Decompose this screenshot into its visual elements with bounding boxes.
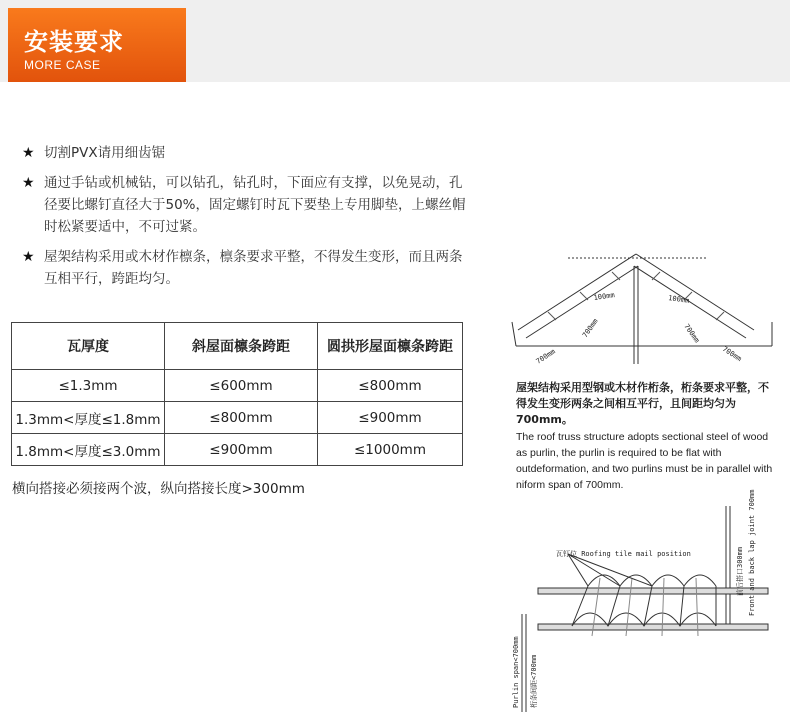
table-row bbox=[12, 370, 463, 402]
star-icon: ★ bbox=[22, 249, 35, 265]
diagram-caption-en: The roof truss structure adopts sectional steel of wood as purlin, the purlin is required to be flat with outdeformation, and two purlins must be in parallel with niform span of 700mm. bbox=[516, 431, 773, 491]
list-item bbox=[22, 142, 472, 164]
diagram-label: 700mm bbox=[581, 317, 600, 340]
star-icon: ★ bbox=[22, 145, 35, 161]
purlin-span-label: Purlin span<700mm bbox=[512, 636, 520, 708]
nail-position-label: 瓦钉位 Roofing tile mail position bbox=[556, 550, 691, 558]
star-icon: ★ bbox=[22, 175, 35, 191]
table-cell: ≤800mm bbox=[165, 402, 318, 434]
header-bar bbox=[0, 0, 790, 82]
table-cell: ≤1.3mm bbox=[12, 370, 165, 402]
table-header: 圆拱形屋面檩条跨距 bbox=[318, 323, 463, 370]
table-cell: 1.8mm<厚度≤3.0mm bbox=[12, 434, 165, 466]
tile-install-diagram bbox=[508, 486, 780, 712]
purlin-span-label-cn: 桁条间距<700mm bbox=[530, 654, 538, 708]
section-title: 安装要求 bbox=[24, 28, 124, 56]
table-cell: ≤800mm bbox=[318, 370, 463, 402]
table-cell: ≤900mm bbox=[318, 402, 463, 434]
section-badge bbox=[8, 8, 186, 82]
table-row bbox=[12, 434, 463, 466]
table-cell: ≤900mm bbox=[165, 434, 318, 466]
diagram-label: 100mm bbox=[593, 291, 616, 302]
overlap-note: 横向搭接必须接两个波，纵向搭接长度>300mm bbox=[12, 481, 305, 497]
lap-joint-label: Front and back lap joint 700mm bbox=[748, 489, 756, 616]
list-item-text: 通过手钻或机械钻，可以钻孔，钻孔时，下面应有支撑，以免晃动，孔径要比螺钉直径大于50%，固定螺钉时瓦下要垫上专用脚垫，上螺丝帽时松紧要适中，不可过紧。 bbox=[44, 175, 466, 235]
table-header: 瓦厚度 bbox=[12, 323, 165, 370]
diagram-caption-cn: 屋架结构采用型钢或木材作桁条，桁条要求平整，不得发生变形两条之间相互平行，且间距均匀为700mm。 bbox=[516, 381, 769, 426]
section-subtitle: MORE CASE bbox=[24, 58, 101, 72]
roof-truss-diagram bbox=[508, 246, 780, 376]
table-cell: ≤600mm bbox=[165, 370, 318, 402]
table-header-row bbox=[12, 323, 463, 370]
diagram-label: 700mm bbox=[720, 344, 743, 364]
list-item bbox=[22, 246, 472, 290]
diagram-label: 700mm bbox=[682, 322, 702, 345]
requirements-list bbox=[22, 142, 472, 298]
list-item-text: 切割PVX请用细齿锯 bbox=[44, 145, 166, 161]
span-table bbox=[11, 322, 463, 466]
table-row bbox=[12, 402, 463, 434]
table-header: 斜屋面檩条跨距 bbox=[165, 323, 318, 370]
diagram-label: 100mm bbox=[667, 294, 690, 305]
diagram-label: 700mm bbox=[534, 347, 557, 366]
list-item-text: 屋架结构采用或木材作檩条，檩条要求平整，不得发生变形，而且两条互相平行，跨距均匀。 bbox=[44, 249, 463, 287]
lap-joint-label-cn: 前后搭口300mm bbox=[736, 546, 744, 596]
table-cell: 1.3mm<厚度≤1.8mm bbox=[12, 402, 165, 434]
list-item bbox=[22, 172, 472, 238]
table-cell: ≤1000mm bbox=[318, 434, 463, 466]
